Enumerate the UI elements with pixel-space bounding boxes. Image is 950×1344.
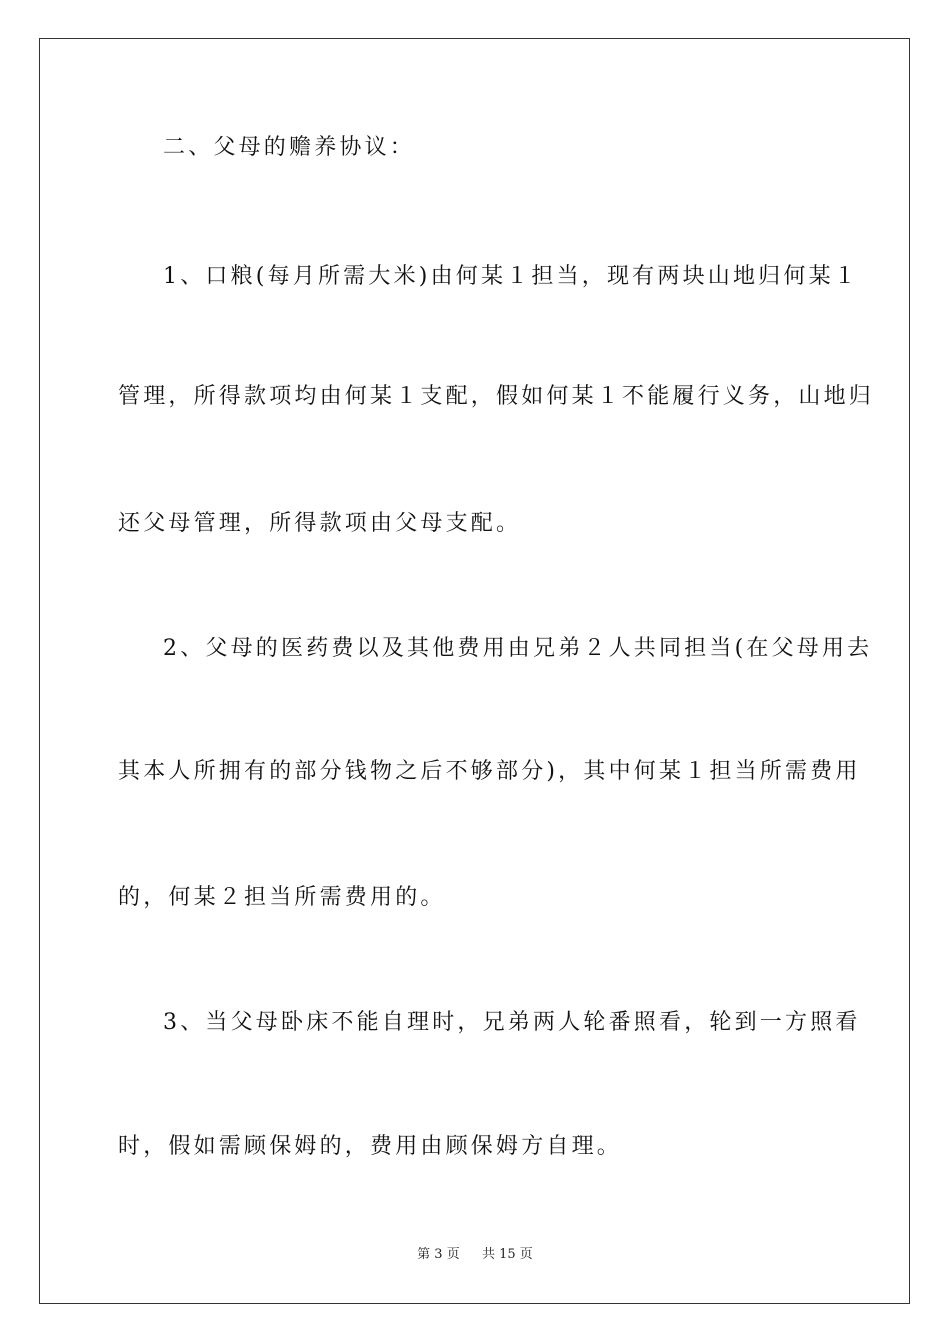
page-footer (0, 1246, 950, 1264)
page-border (39, 38, 910, 1304)
paragraph-line: 时，假如需顾保姆的，费用由顾保姆方自理。 (118, 1134, 623, 1159)
paragraph-line: 的，何某２担当所需费用的。 (118, 885, 446, 910)
paragraph-line: 1、口粮(每月所需大米)由何某１担当，现有两块山地归何某１ (163, 264, 859, 289)
page-number: 第 3 页 (417, 1247, 460, 1262)
paragraph-line: 3、当父母卧床不能自理时，兄弟两人轮番照看，轮到一方照看 (163, 1010, 861, 1035)
page-total: 共 15 页 (482, 1247, 533, 1262)
section-heading: 二、父母的赡养协议： (163, 135, 416, 160)
paragraph-line: 其本人所拥有的部分钱物之后不够部分)，其中何某１担当所需费用 (118, 759, 861, 784)
paragraph-line: 管理，所得款项均由何某１支配，假如何某１不能履行义务，山地归 (118, 384, 875, 409)
paragraph-line: 还父母管理，所得款项由父母支配。 (118, 511, 522, 536)
paragraph-line: 2、父母的医药费以及其他费用由兄弟２人共同担当(在父母用去 (163, 636, 873, 661)
